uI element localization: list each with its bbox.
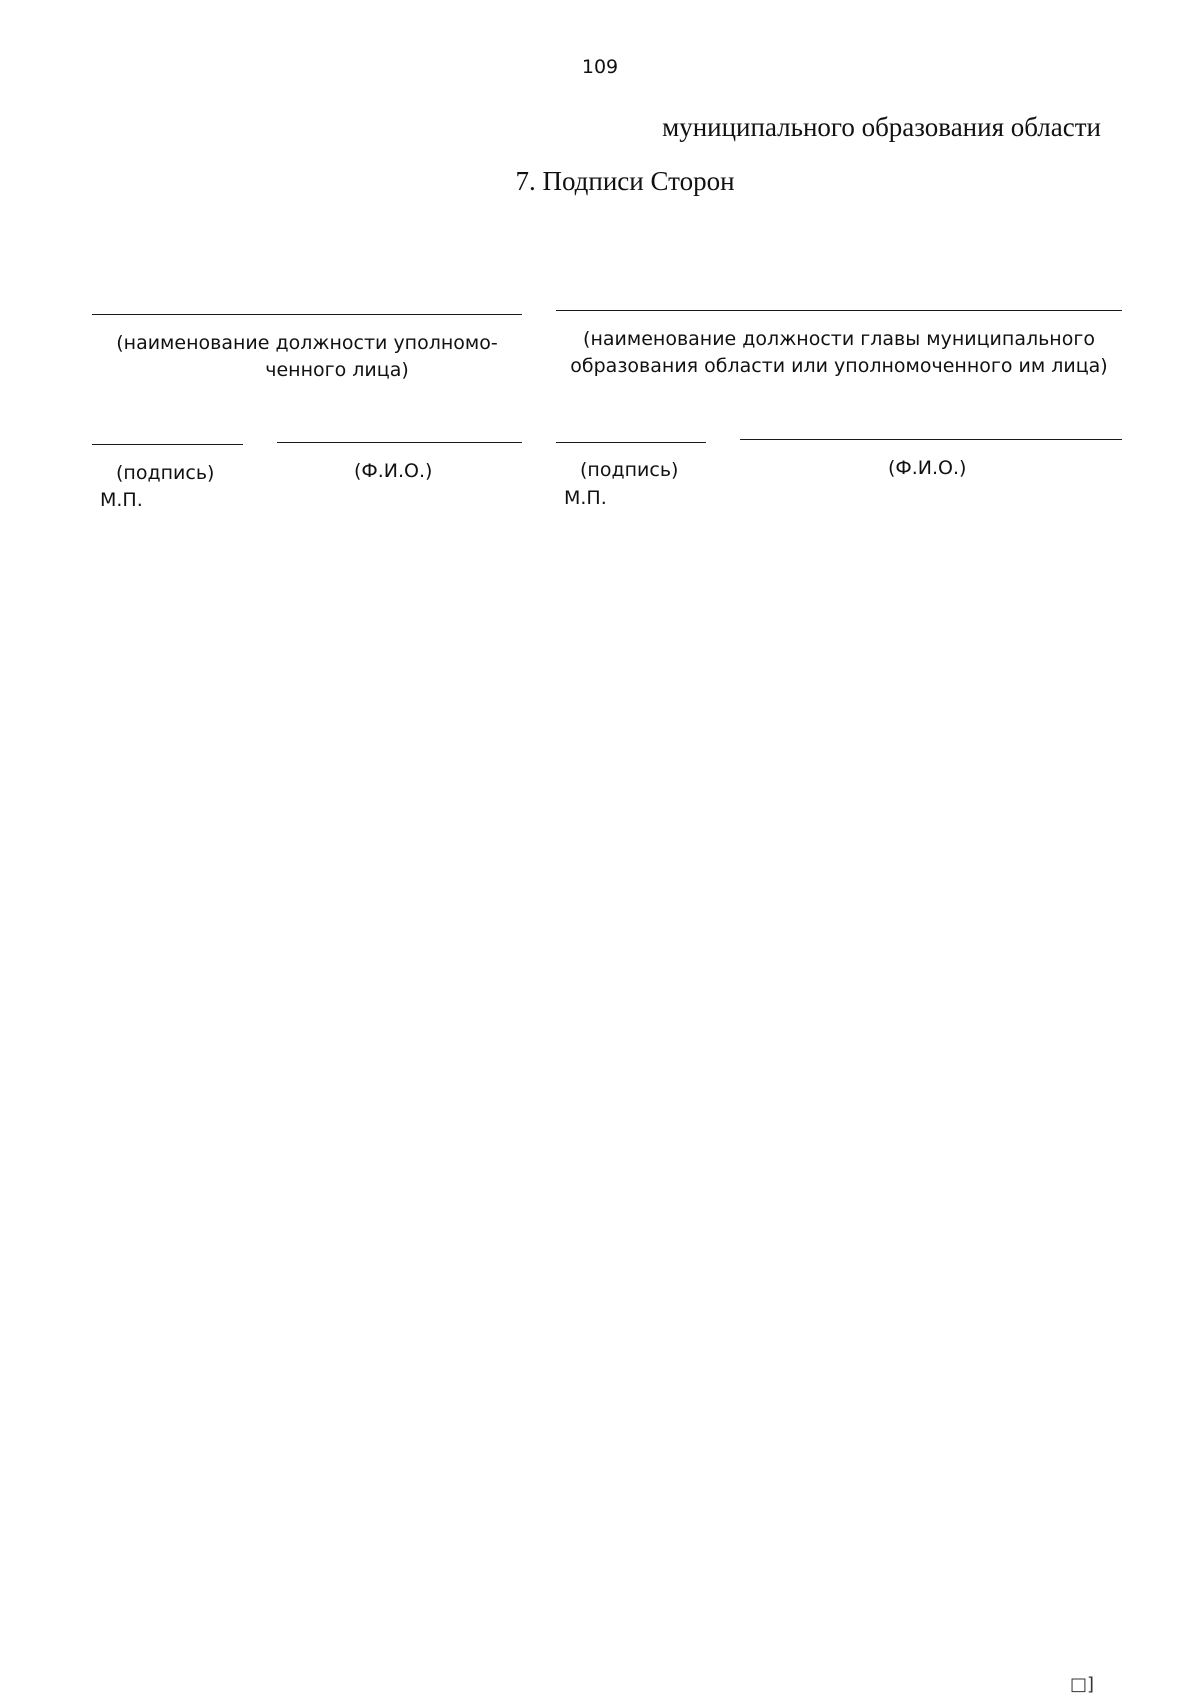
left-position-line xyxy=(92,314,522,315)
right-seal-label: М.П. xyxy=(564,487,607,509)
page-number: 109 xyxy=(581,56,619,78)
left-signature-line xyxy=(92,444,243,445)
right-position-caption-line1: (наименование должности главы муниципального xyxy=(583,328,1095,350)
section-title: 7. Подписи Сторон xyxy=(515,166,735,196)
left-position-caption-line2: ченного лица) xyxy=(265,359,409,381)
left-seal-label: М.П. xyxy=(100,489,143,511)
corner-mark: □] xyxy=(1069,1674,1094,1695)
left-name-line xyxy=(277,442,522,443)
right-position-caption-line2: образования области или уполномоченного им лица) xyxy=(570,355,1108,377)
right-position-caption xyxy=(556,326,1122,380)
left-position-caption xyxy=(92,330,522,384)
right-name-line xyxy=(740,439,1122,440)
right-signature-label: (подпись) xyxy=(580,459,679,481)
right-position-line xyxy=(556,310,1122,311)
header-continuation-text: муниципального образования области xyxy=(662,112,1101,142)
right-signature-line xyxy=(556,442,706,443)
left-position-caption-line1: (наименование должности уполномо- xyxy=(116,332,498,354)
right-name-label: (Ф.И.О.) xyxy=(888,457,967,479)
left-name-label: (Ф.И.О.) xyxy=(354,460,433,482)
left-signature-label: (подпись) xyxy=(116,462,215,484)
